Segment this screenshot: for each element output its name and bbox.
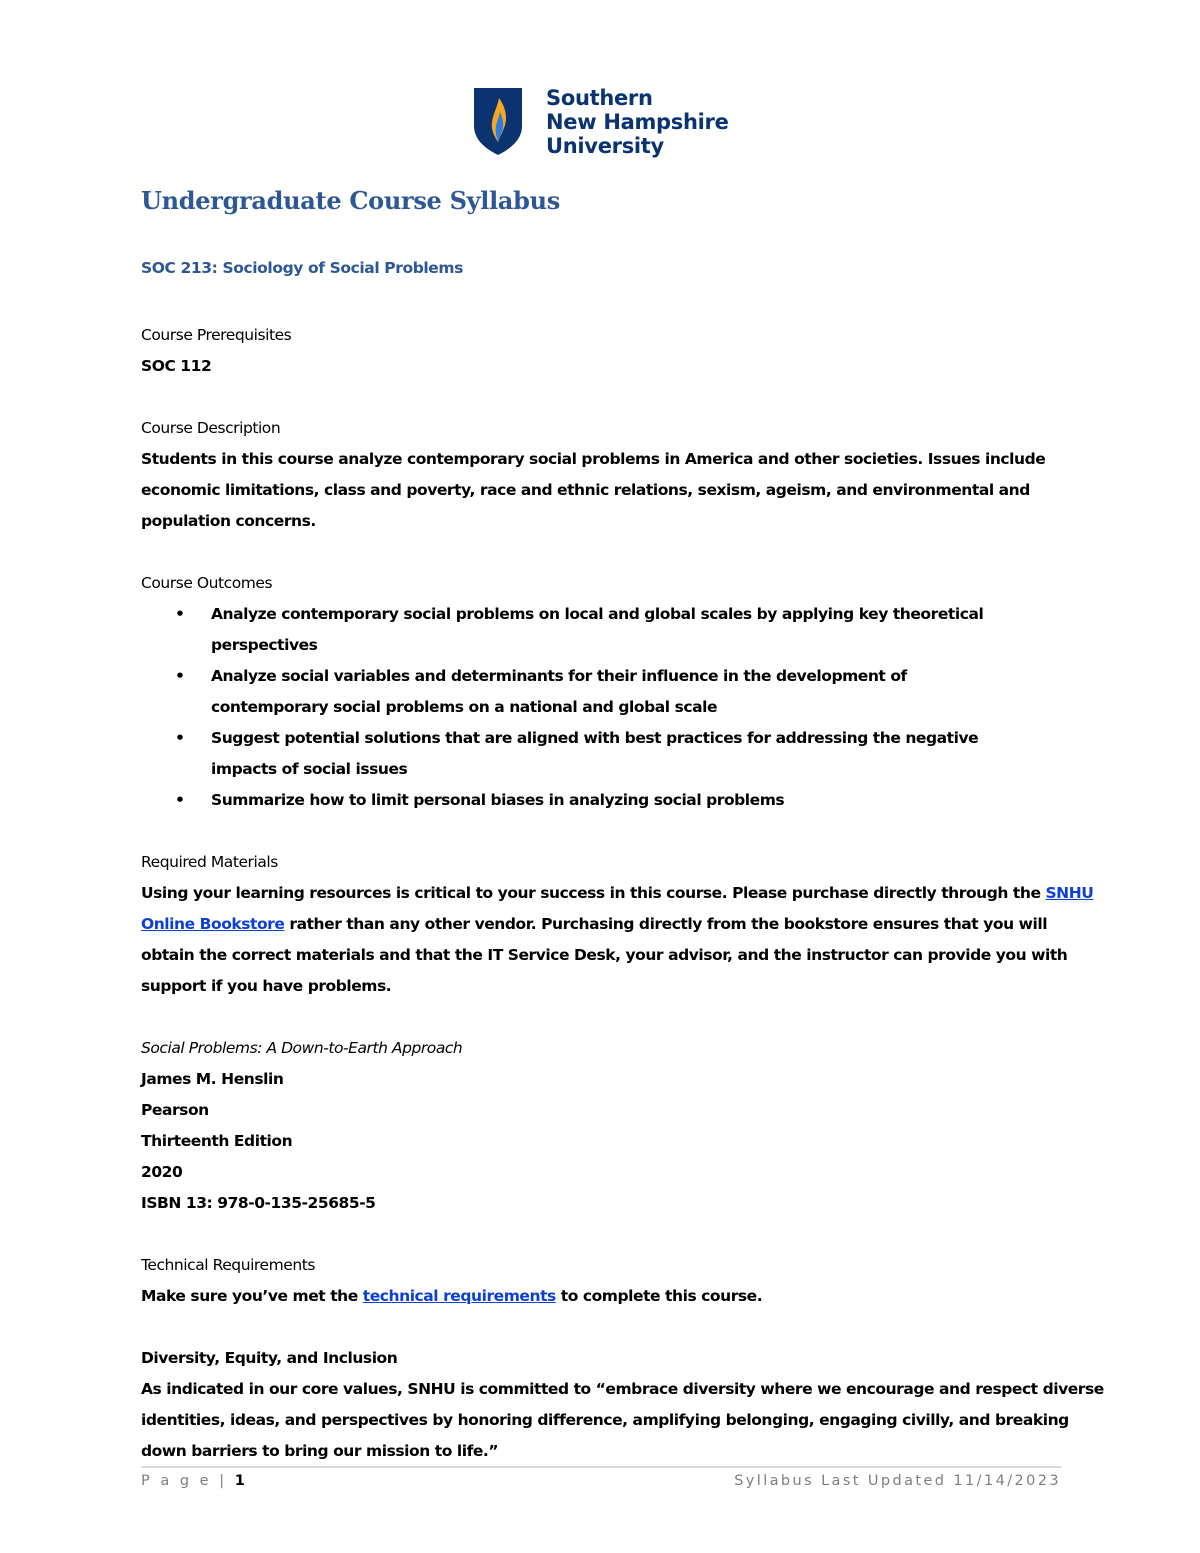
prerequisites-value: SOC 112 <box>141 357 212 375</box>
logo-line-2: New Hampshire <box>546 110 729 134</box>
materials-line: Using your learning resources is critical to your success in this course. Please purchase directly through the SNHU <box>141 884 1094 902</box>
materials-heading: Required Materials <box>141 853 278 871</box>
syllabus-content <box>141 182 1104 1467</box>
book-edition: Thirteenth Edition <box>141 1132 293 1150</box>
materials-section <box>141 847 1094 1002</box>
last-updated: Syllabus Last Updated 11/14/2023 <box>734 1473 1061 1489</box>
materials-line: obtain the correct materials and that the IT Service Desk, your advisor, and the instructor can provide you with <box>141 946 1068 964</box>
logo-line-1: Southern <box>546 86 653 110</box>
dei-line: identities, ideas, and perspectives by honoring difference, amplifying belonging, engaging civilly, and breaking <box>141 1411 1069 1429</box>
technical-requirements-link[interactable]: technical requirements <box>362 1287 556 1305</box>
technical-section <box>141 1250 1061 1312</box>
book-isbn: ISBN 13: 978-0-135-25685-5 <box>141 1194 376 1212</box>
description-line: economic limitations, class and poverty, race and ethnic relations, sexism, ageism, and environmental and <box>141 481 1030 499</box>
snhu-bookstore-link-continued[interactable]: Online Bookstore <box>141 915 285 933</box>
snhu-bookstore-link[interactable]: SNHU <box>1045 884 1094 902</box>
shield-flame-icon <box>472 86 524 156</box>
dei-line: down barriers to bring our mission to life.” <box>141 1442 499 1460</box>
bullet-icon: • <box>175 791 185 809</box>
book-publisher: Pearson <box>141 1101 209 1119</box>
page-footer <box>141 1466 1061 1489</box>
materials-line: Online Bookstore rather than any other vendor. Purchasing directly from the bookstore ensures that you will <box>141 915 1048 933</box>
description-line: Students in this course analyze contemporary social problems in America and other societies. Issues include <box>141 450 1046 468</box>
bullet-icon: • <box>175 605 185 623</box>
technical-heading: Technical Requirements <box>141 1256 315 1274</box>
technical-line: Make sure you’ve met the technical requirements to complete this course. <box>141 1287 763 1305</box>
outcomes-list <box>141 599 1061 816</box>
university-wordmark <box>546 86 729 158</box>
book-author: James M. Henslin <box>141 1070 284 1088</box>
list-item: • Suggest potential solutions that are aligned with best practices for addressing the negative impacts of social issues <box>141 723 1061 785</box>
snhu-logo <box>472 86 742 158</box>
outcomes-heading: Course Outcomes <box>141 574 273 592</box>
materials-line: support if you have problems. <box>141 977 392 995</box>
page-title: Undergraduate Course Syllabus <box>141 186 560 215</box>
description-section <box>141 413 1061 537</box>
logo-line-3: University <box>546 134 664 158</box>
bullet-icon: • <box>175 667 185 685</box>
page-number: P a g e | 1 <box>141 1473 248 1489</box>
description-line: population concerns. <box>141 512 316 530</box>
list-item: • Analyze social variables and determinants for their influence in the development of contemporary social problems on a national and global scale <box>141 661 1061 723</box>
list-item: • Analyze contemporary social problems on local and global scales by applying key theoretical perspectives <box>141 599 1061 661</box>
list-item: • Summarize how to limit personal biases in analyzing social problems <box>141 785 1061 816</box>
bullet-icon: • <box>175 729 185 747</box>
prerequisites-section <box>141 320 1061 382</box>
dei-section <box>141 1343 1104 1467</box>
course-code-title: SOC 213: Sociology of Social Problems <box>141 259 463 277</box>
outcomes-section <box>141 568 1061 816</box>
prerequisites-heading: Course Prerequisites <box>141 326 292 344</box>
description-heading: Course Description <box>141 419 281 437</box>
book-year: 2020 <box>141 1163 183 1181</box>
textbook-section <box>141 1033 1061 1219</box>
book-title: Social Problems: A Down-to-Earth Approach <box>141 1039 463 1057</box>
dei-heading: Diversity, Equity, and Inclusion <box>141 1349 398 1367</box>
dei-line: As indicated in our core values, SNHU is committed to “embrace diversity where we encourage and respect diverse <box>141 1380 1104 1398</box>
